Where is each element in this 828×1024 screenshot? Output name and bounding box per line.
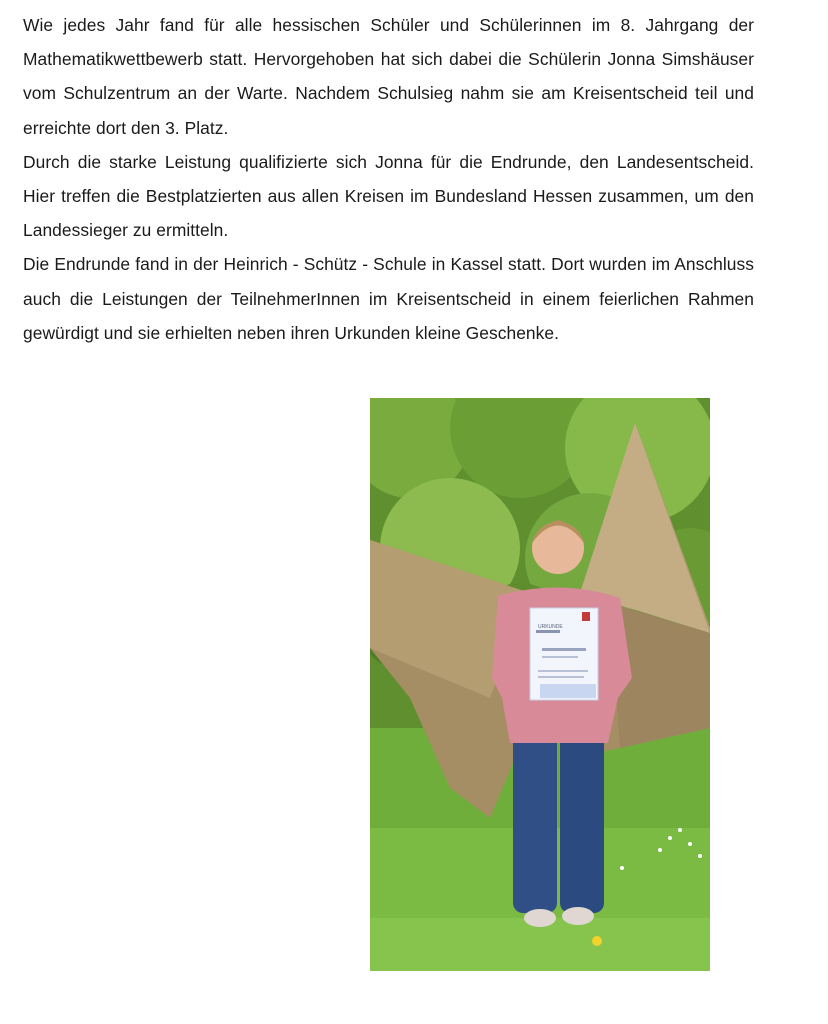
article-text: [23, 8, 754, 350]
article-photo: [370, 398, 710, 971]
certificate-heading: URKUNDE: [538, 624, 563, 630]
paragraph-2: Durch die starke Leistung qualifizierte sich Jonna für die Endrunde, den Landesentscheid. Hier treffen die Bestplatzierten aus allen Kreisen im Bundesland Hessen zusammen, um den Landessieger zu ermitteln.: [23, 151, 754, 241]
paragraph-1: Wie jedes Jahr fand für alle hessischen Schüler und Schülerinnen im 8. Jahrgang der Mathematikwettbewerb statt. Hervorgehoben hat sich dabei die Schülerin Jonna Simshäuser vom Schulzentrum an der Warte. Nachdem Schulsieg nahm sie am Kreisentscheid teil und erreichte dort den 3. Platz.: [23, 15, 754, 138]
photo-illustration: [370, 398, 710, 971]
paragraph-3: Die Endrunde fand in der Heinrich - Schütz - Schule in Kassel statt. Dort wurden im Anschluss auch die Leistungen der TeilnehmerInnen im Kreisentscheid in einem feierlichen Rahmen gewürdigt und sie erhielten neben ihren Urkunden kleine Geschenke.: [23, 254, 754, 343]
